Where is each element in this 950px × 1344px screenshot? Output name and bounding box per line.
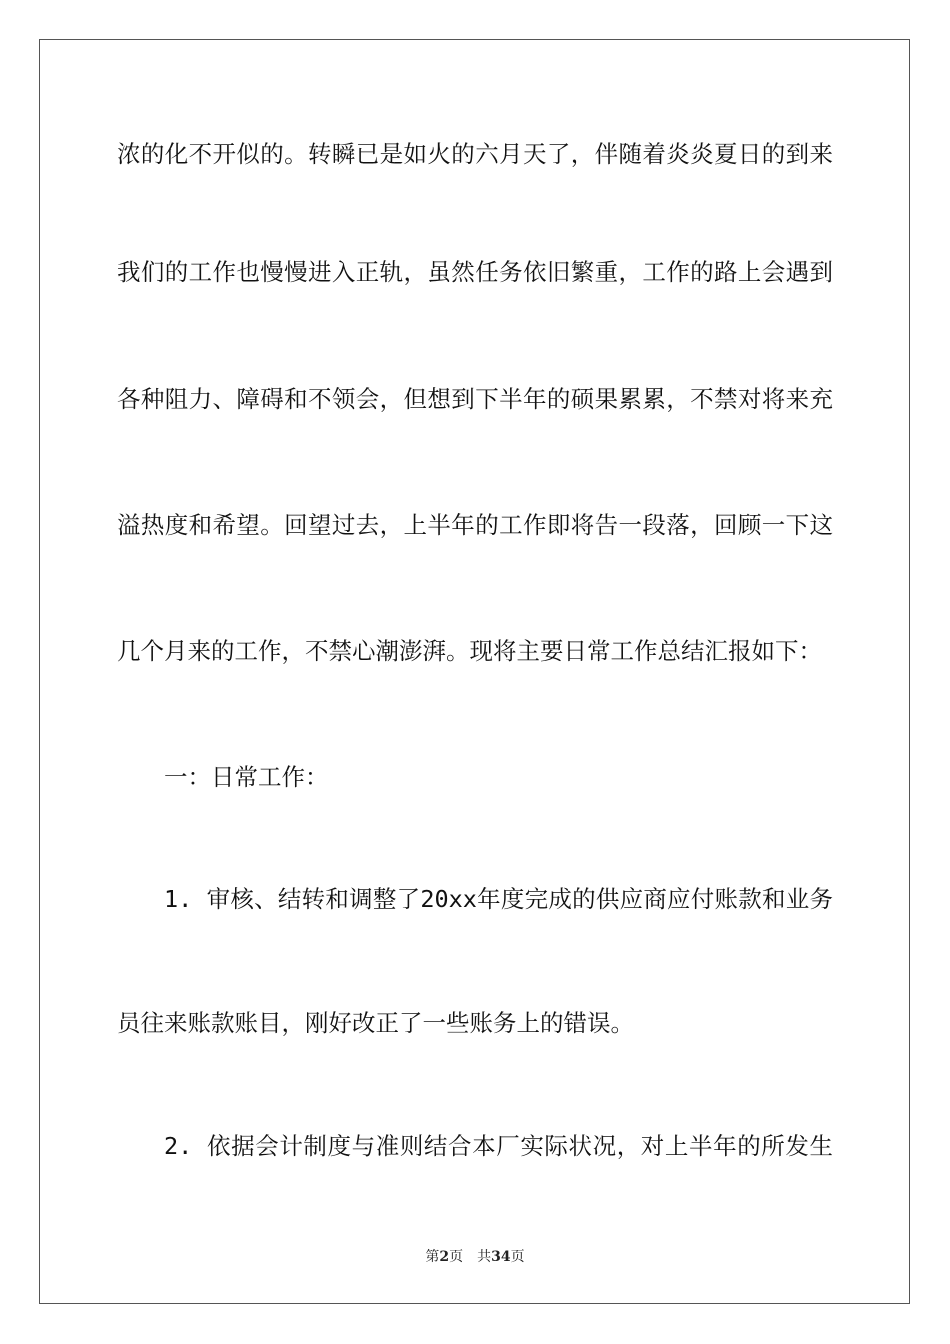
footer-page-prefix: 第 — [425, 1249, 440, 1265]
page-footer — [0, 1246, 950, 1266]
page-frame — [39, 39, 910, 1304]
footer-page-number: 2 — [439, 1249, 450, 1265]
list-item-1-line-2: 员往来账款账目，刚好改正了一些账务上的错误。 — [117, 1009, 634, 1037]
body-line-4: 溢热度和希望。回望过去，上半年的工作即将告一段落，回顾一下这 — [117, 511, 833, 539]
section-heading: 一：日常工作： — [164, 763, 329, 791]
footer-page-suffix: 页 — [449, 1249, 464, 1265]
footer-total-suffix: 页 — [510, 1249, 525, 1265]
body-line-2: 我们的工作也慢慢进入正轨，虽然任务依旧繁重，工作的路上会遇到 — [117, 258, 833, 286]
body-line-3: 各种阻力、障碍和不领会，但想到下半年的硕果累累，不禁对将来充 — [117, 385, 833, 413]
footer-total-prefix: 共 — [477, 1249, 492, 1265]
list-item-1-line-1: 1. 审核、结转和调整了20xx年度完成的供应商应付账款和业务 — [164, 885, 833, 913]
body-line-5: 几个月来的工作，不禁心潮澎湃。现将主要日常工作总结汇报如下： — [117, 637, 822, 665]
body-line-1: 浓的化不开似的。转瞬已是如火的六月天了，伴随着炎炎夏日的到来 — [117, 140, 833, 168]
list-item-2-line-1: 2. 依据会计制度与准则结合本厂实际状况，对上半年的所发生 — [164, 1132, 833, 1160]
footer-total-pages: 34 — [491, 1249, 511, 1265]
